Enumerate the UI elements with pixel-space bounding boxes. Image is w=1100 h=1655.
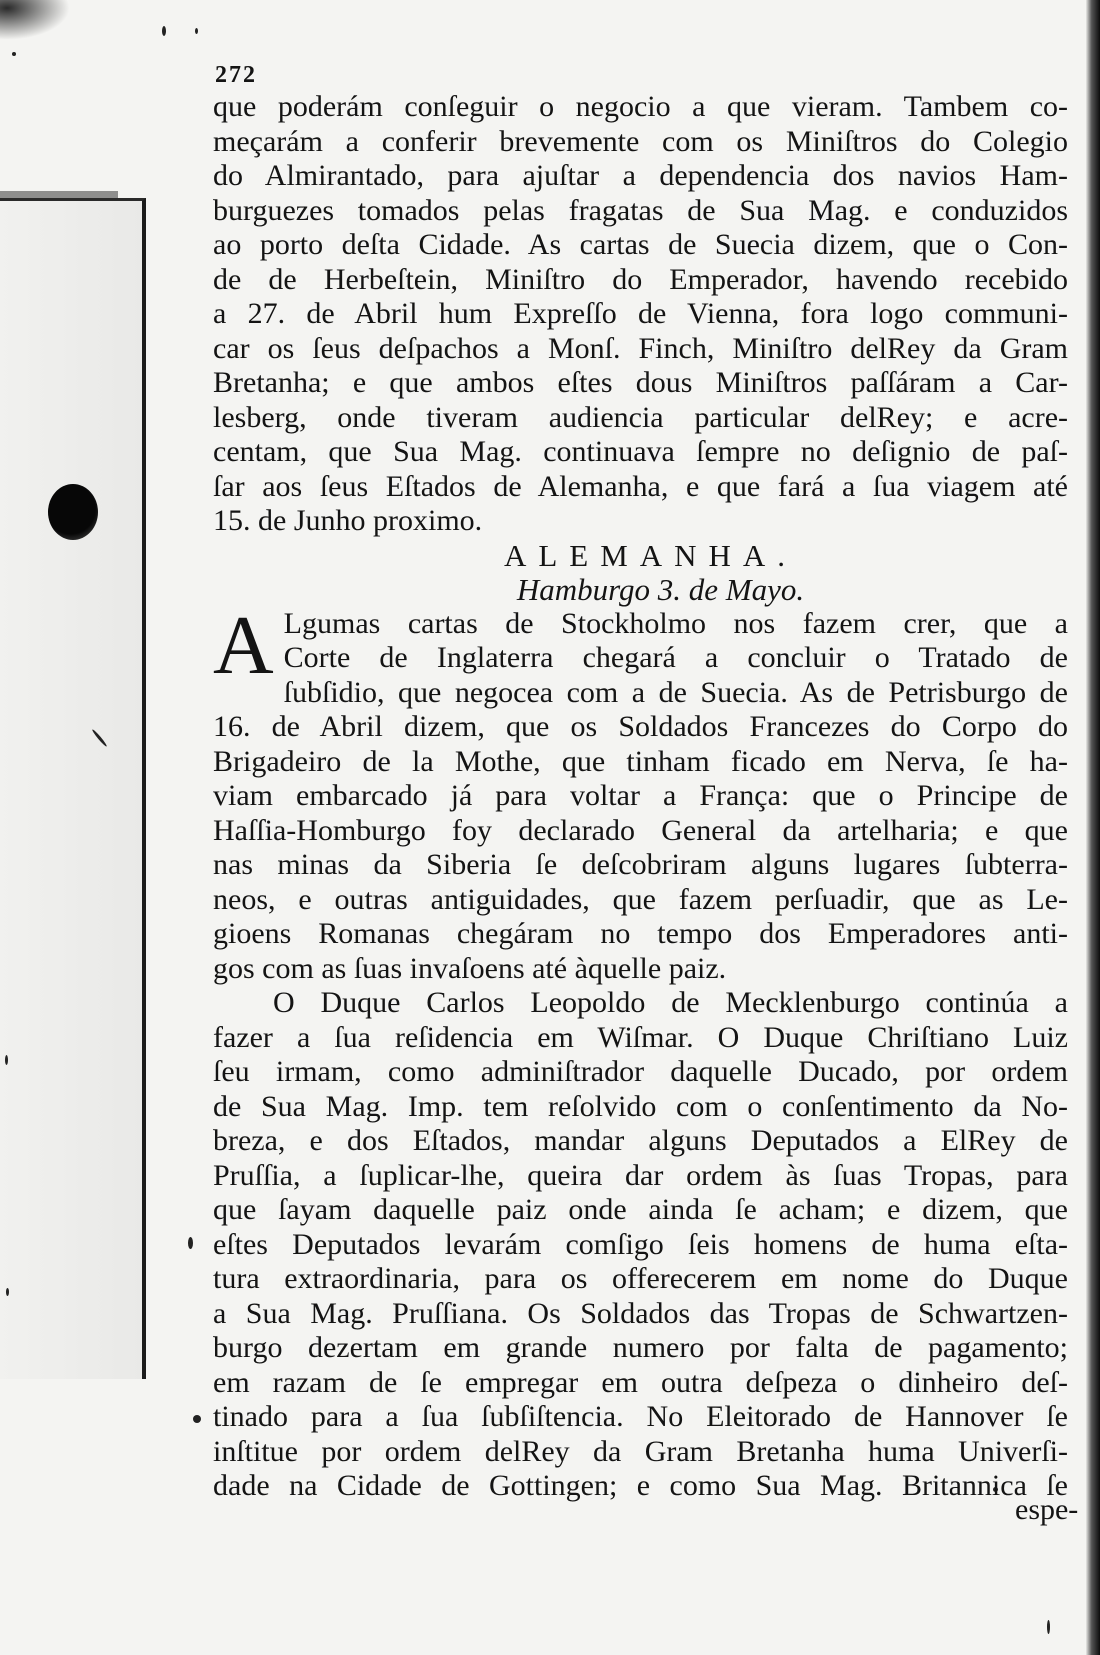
paragraph — [213, 986, 1068, 1504]
dateline: Hamburgo 3. de Mayo. — [516, 571, 805, 607]
text-line: meçarám a conferir brevemente com os Miniſtros do Colegio — [213, 124, 1068, 158]
binding-strip — [0, 198, 146, 1379]
ink-speck — [5, 1055, 8, 1065]
text-line: Corte de Inglaterra chegará a concluir o Tratado de — [283, 641, 1068, 674]
ink-speck — [162, 26, 166, 36]
catchword: espe- — [1015, 1493, 1079, 1526]
text-line: burguezes tomados pelas fragatas de Sua Mag. e conduzidos — [213, 193, 1068, 227]
text-line: centam, que Sua Mag. continuava ſempre no deſignio de paſ- — [213, 435, 1068, 468]
text-line: Brigadeiro de la Mothe, que tinham ficado em Nerva, ſe ha- — [213, 744, 1068, 778]
text-line: ſar aos ſeus Eſtados de Alemanha, e que fará a ſua viagem até — [213, 469, 1068, 503]
text-line: eſtes Deputados levarám comſigo ſeis homens de huma eſta- — [213, 1227, 1068, 1261]
text-line: neos, e outras antiguidades, que fazem perſuadir, que as Le- — [213, 882, 1068, 916]
text-line: de Sua Mag. Imp. tem reſolvido com o conſentimento da No- — [213, 1089, 1068, 1123]
text-line: que poderám conſeguir o negocio a que vieram. Tambem co- — [213, 90, 1068, 123]
drop-cap: A — [213, 598, 274, 692]
text-line: Bretanha; e que ambos eſtes dous Miniſtros paſſáram a Car- — [213, 366, 1068, 399]
page-number: 272 — [215, 62, 257, 88]
text-line: burgo dezertam em grande numero por falta de pagamento; — [213, 1331, 1068, 1364]
dropcap-paragraph — [213, 598, 1068, 987]
text-line: viam embarcado já para voltar a França: que o Principe de — [213, 779, 1068, 812]
text-line: a Sua Mag. Pruſſiana. Os Soldados das Tropas de Schwartzen- — [213, 1296, 1068, 1330]
section-heading: ALEMANHA. — [503, 537, 798, 573]
text-line: Lgumas cartas de Stockholmo nos fazem crer, que a — [283, 606, 1068, 640]
text-line: Pruſſia, a ſuplicar-lhe, queira dar ordem às ſuas Tropas, para — [213, 1158, 1068, 1192]
scan-corner-shadow — [0, 0, 70, 40]
ink-speck — [188, 1237, 193, 1249]
text-line: tinado para a ſua ſubſiſtencia. No Eleitorado de Hannover ſe — [213, 1400, 1068, 1433]
text-line: que ſayam daquelle paiz onde ainda ſe acham; e dizem, que — [213, 1193, 1068, 1226]
ink-speck — [1047, 1620, 1050, 1634]
text-line: Haſſia-Homburgo foy declarado General da artelharia; e que — [213, 813, 1068, 847]
ink-blot — [48, 484, 98, 540]
text-line: nas minas da Siberia ſe deſcobriram alguns lugares ſubterra- — [213, 848, 1068, 881]
text-line: ao porto deſta Cidade. As cartas de Suecia dizem, que o Con- — [213, 228, 1068, 261]
text-line: 15. de Junho proximo. — [213, 504, 483, 537]
text-line: breza, e dos Eſtados, mandar alguns Deputados a ElRey de — [213, 1124, 1068, 1157]
text-line: do Almirantado, para ajuſtar a dependencia dos navios Ham- — [213, 159, 1068, 192]
text-line: lesberg, onde tiveram audiencia particular delRey; e acre- — [213, 400, 1068, 434]
text-line: a 27. de Abril hum Expreſſo de Vienna, fora logo communi- — [213, 297, 1068, 330]
ink-speck — [12, 52, 16, 56]
scan-right-edge — [1086, 0, 1100, 1655]
text-line: gioens Romanas chegáram no tempo dos Emperadores anti- — [213, 917, 1068, 950]
text-line: tura extraordinaria, para os offerecerem em nome do Duque — [213, 1262, 1068, 1295]
text-line: inſtitue por ordem delRey da Gram Bretanha huma Univerſi- — [213, 1434, 1068, 1468]
text-line: ſeu irmam, como adminiſtrador daquelle Ducado, por ordem — [213, 1055, 1068, 1088]
text-line: dade na Cidade de Gottingen; e como Sua Mag. Britannica ſe — [213, 1469, 1068, 1502]
text-line: O Duque Carlos Leopoldo de Mecklenburgo continúa a — [273, 986, 1068, 1019]
text-line: 16. de Abril dizem, que os Soldados Francezes do Corpo do — [213, 710, 1068, 743]
text-line: gos com as ſuas invaſoens até àquelle paiz. — [213, 951, 727, 985]
ink-speck — [193, 1415, 201, 1423]
text-line: car os ſeus deſpachos a Monſ. Finch, Miniſtro delRey da Gram — [213, 331, 1068, 365]
text-line: fazer a ſua reſidencia em Wiſmar. O Duque Chriſtiano Luiz — [213, 1020, 1068, 1054]
text-line: ſubſidio, que negocea com a de Suecia. As de Petrisburgo de — [283, 675, 1068, 709]
ink-speck — [6, 1288, 9, 1296]
article-body — [213, 90, 1068, 1504]
text-line: de de Herbeſtein, Miniſtro do Emperador, havendo recebido — [213, 262, 1068, 296]
ink-speck — [195, 28, 198, 34]
text-line: em razam de ſe empregar em outra deſpeza o dinheiro deſ- — [213, 1365, 1068, 1399]
